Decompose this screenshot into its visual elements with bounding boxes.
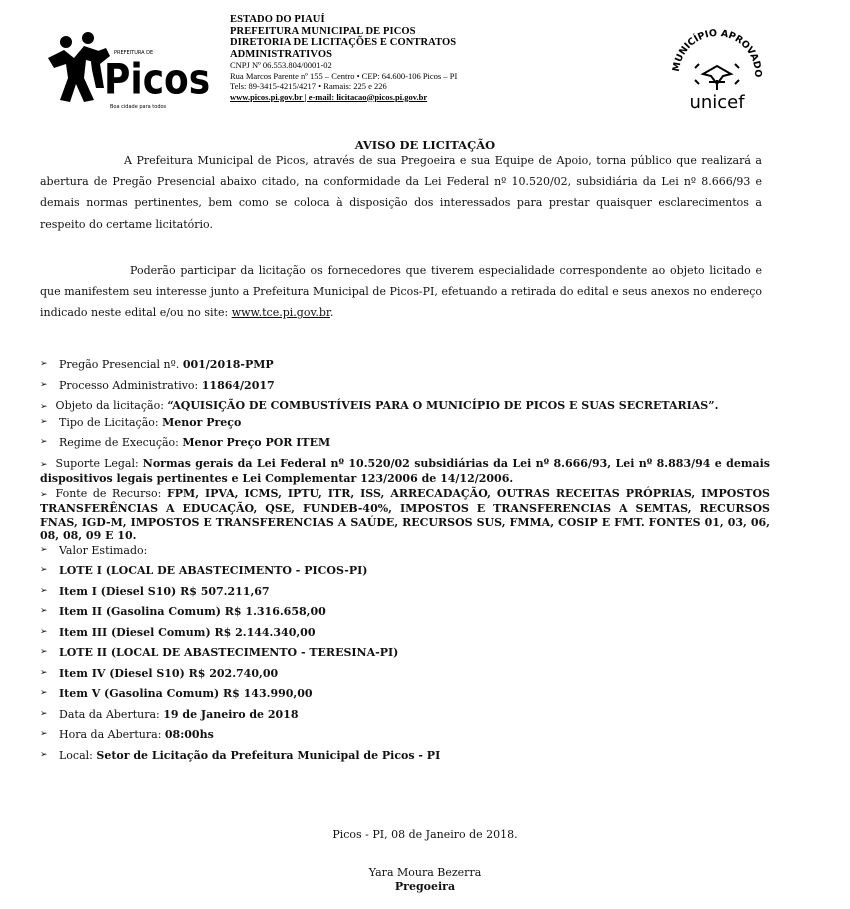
lote1-text: LOTE I (LOCAL DE ABASTECIMENTO - PICOS-PI) xyxy=(59,564,368,577)
fonte-value: FPM, IPVA, ICMS, IPTU, ITR, ISS, ARRECADAÇÃO, OUTRAS RECEITAS PRÓPRIAS, IMPOSTOS TRANSFERÊNCIAS A EDUCAÇÃO, QSE, FUNDEB-40%, IMPOSTOS E TRANSFERENCIAS A SEMTAS, RECURSOS FNAS, IGD-M, IMPOSTOS E TRANSFERENCIAS A SAÚDE, RECURSOS SUS, FMMA, COSIP E FMT. FONTES 01, 03, 06, 08, 08, 09 E 10. xyxy=(40,486,770,542)
list-item-lote1 xyxy=(40,564,770,578)
intro-paragraph: A Prefeitura Municipal de Picos, através de sua Pregoeira e sua Equipe de Apoio, torna público que realizará a abertura de Pregão Presencial abaixo citado, na conformidade da Lei Federal nº 10.520/02, subsidiária da Lei nº 8.666/93 e demais normas pertinentes, bem como se coloca à disposição dos interessados para prestar quaisquer esclarecimentos a respeito do certame licitatório. xyxy=(40,154,762,231)
processo-label: Processo Administrativo: xyxy=(59,378,202,392)
participation-text: Poderão participar da licitação os fornecedores que tiverem especialidade correspondente ao objeto licitado e que manifestem seu interesse junto a Prefeitura Municipal de Picos-PI, efetuando a retirada do edital e seus anexos no endereço indicado neste edital e/ou no site: xyxy=(40,264,762,320)
notice-details-list xyxy=(40,358,770,769)
processo-value: 11864/2017 xyxy=(201,378,275,392)
list-item-regime xyxy=(40,436,770,450)
list-item-tipo xyxy=(40,416,770,430)
picos-logo xyxy=(44,28,211,118)
svg-text:MUNICÍPIO APROVADO xyxy=(671,28,763,78)
place-and-date: Picos - PI, 08 de Janeiro de 2018. xyxy=(332,828,518,841)
pregao-label: Pregão Presencial nº. xyxy=(59,358,183,371)
list-item-item5 xyxy=(40,687,770,701)
regime-label: Regime de Execução: xyxy=(59,436,183,449)
data-label: Data da Abertura: xyxy=(59,707,164,721)
bullet-arrow-icon: ➢ xyxy=(40,667,48,678)
bullet-arrow-icon: ➢ xyxy=(40,749,48,760)
list-item-objeto xyxy=(40,399,770,415)
list-item-suporte xyxy=(40,457,770,486)
bullet-arrow-icon: ➢ xyxy=(40,626,48,637)
seal-unicef-text: unicef xyxy=(689,92,745,113)
bullet-arrow-icon: ➢ xyxy=(40,359,48,369)
regime-value: Menor Preço POR ITEM xyxy=(182,436,331,449)
unicef-seal-icon xyxy=(665,24,770,120)
unicef-seal xyxy=(665,24,770,120)
item5-text: Item V (Gasolina Comum) R$ 143.990,00 xyxy=(59,687,313,700)
bullet-arrow-icon: ➢ xyxy=(40,688,48,698)
bullet-arrow-icon: ➢ xyxy=(40,544,48,555)
bullet-arrow-icon: ➢ xyxy=(40,585,48,596)
bullet-arrow-icon: ➢ xyxy=(40,708,48,719)
header-address: Rua Marcos Parente nº 155 – Centro • CEP: 64.600-106 Picos – PI xyxy=(230,70,458,81)
list-item-fonte xyxy=(40,487,770,543)
signature-role: Pregoeira xyxy=(394,880,456,893)
participation-end: . xyxy=(329,306,334,320)
list-item-processo xyxy=(40,379,770,393)
item3-text: Item III (Diesel Comum) R$ 2.144.340,00 xyxy=(59,625,316,639)
data-value: 19 de Janeiro de 2018 xyxy=(163,707,299,721)
header-line-prefeitura: PREFEITURA MUNICIPAL DE PICOS xyxy=(230,25,416,37)
lote2-text: LOTE II (LOCAL DE ABASTECIMENTO - TERESINA-PI) xyxy=(59,646,399,659)
list-item-item4 xyxy=(40,667,770,681)
list-item-item3 xyxy=(40,626,770,640)
item1-text: Item I (Diesel S10) R$ 507.211,67 xyxy=(59,584,270,598)
bullet-arrow-icon: ➢ xyxy=(40,379,48,390)
bullet-arrow-icon: ➢ xyxy=(40,729,48,739)
list-item-local xyxy=(40,749,770,763)
header-line-administrativos: ADMINISTRATIVOS xyxy=(230,48,333,60)
valor-label: Valor Estimado: xyxy=(59,543,148,557)
bullet-arrow-icon: ➢ xyxy=(40,647,48,657)
list-item-data xyxy=(40,708,770,722)
header-line-state: ESTADO DO PIAUÍ xyxy=(230,14,325,25)
participation-paragraph xyxy=(40,260,762,324)
bullet-arrow-icon: ➢ xyxy=(40,437,48,447)
bullet-arrow-icon: ➢ xyxy=(40,489,48,500)
tipo-label: Tipo de Licitação: xyxy=(59,415,163,429)
header-phones: Tels: 89-3415-4215/4217 • Ramais: 225 e 226 xyxy=(230,81,387,91)
item2-text: Item II (Gasolina Comum) R$ 1.316.658,00 xyxy=(59,605,326,618)
bullet-arrow-icon: ➢ xyxy=(40,606,48,616)
bullet-arrow-icon: ➢ xyxy=(40,565,48,575)
header-cnpj: CNPJ Nº 06.553.804/0001-02 xyxy=(230,60,332,70)
tipo-value: Menor Preço xyxy=(162,415,242,429)
bullet-arrow-icon: ➢ xyxy=(40,459,48,470)
list-item-lote2 xyxy=(40,646,770,660)
hora-value: 08:00hs xyxy=(164,728,214,741)
logo-wordmark: Picos xyxy=(104,56,211,105)
document-title: AVISO DE LICITAÇÃO xyxy=(354,138,496,152)
suporte-label: Suporte Legal: xyxy=(55,456,143,470)
list-item-hora xyxy=(40,728,770,742)
list-item-pregao xyxy=(40,358,770,372)
local-label: Local: xyxy=(59,748,97,762)
letterhead xyxy=(230,14,650,102)
bullet-arrow-icon: ➢ xyxy=(40,416,48,427)
logo-tagline: Boa cidade para todos xyxy=(110,104,167,110)
header-line-diretoria: DIRETORIA DE LICITAÇÕES E CONTRATOS xyxy=(230,37,457,48)
list-item-item2 xyxy=(40,605,770,619)
tce-site-link[interactable]: www.tce.pi.gov.br xyxy=(231,306,330,320)
bullet-arrow-icon: ➢ xyxy=(40,402,48,412)
fonte-label: Fonte de Recurso: xyxy=(55,486,167,500)
local-value: Setor de Licitação da Prefeitura Municipal de Picos - PI xyxy=(96,748,441,762)
seal-arc-text: MUNICÍPIO APROVADO xyxy=(670,27,764,78)
logo-small-text: PREFEITURA DE xyxy=(114,50,154,56)
pregao-value: 001/2018-PMP xyxy=(182,358,274,371)
objeto-value: “AQUISIÇÃO DE COMBUSTÍVEIS PARA O MUNICÍPIO DE PICOS E SUAS SECRETARIAS”. xyxy=(167,399,719,412)
objeto-label: Objeto da licitação: xyxy=(55,399,168,412)
picos-people-logo-icon xyxy=(44,28,211,118)
suporte-value: Normas gerais da Lei Federal nº 10.520/02 subsidiárias da Lei nº 8.666/93, Lei nº 8.883/94 e demais dispositivos legais pertinentes e Lei Complementar 123/2006 de 14/12/2006. xyxy=(40,456,771,485)
list-item-valor xyxy=(40,544,770,558)
header-web-email-link[interactable]: www.picos.pi.gov.br | e-mail: licitacao@picos.pi.gov.br xyxy=(230,91,428,102)
signature-name: Yara Moura Bezerra xyxy=(368,866,482,879)
item4-text: Item IV (Diesel S10) R$ 202.740,00 xyxy=(59,666,279,680)
list-item-item1 xyxy=(40,585,770,599)
hora-label: Hora da Abertura: xyxy=(59,728,165,741)
